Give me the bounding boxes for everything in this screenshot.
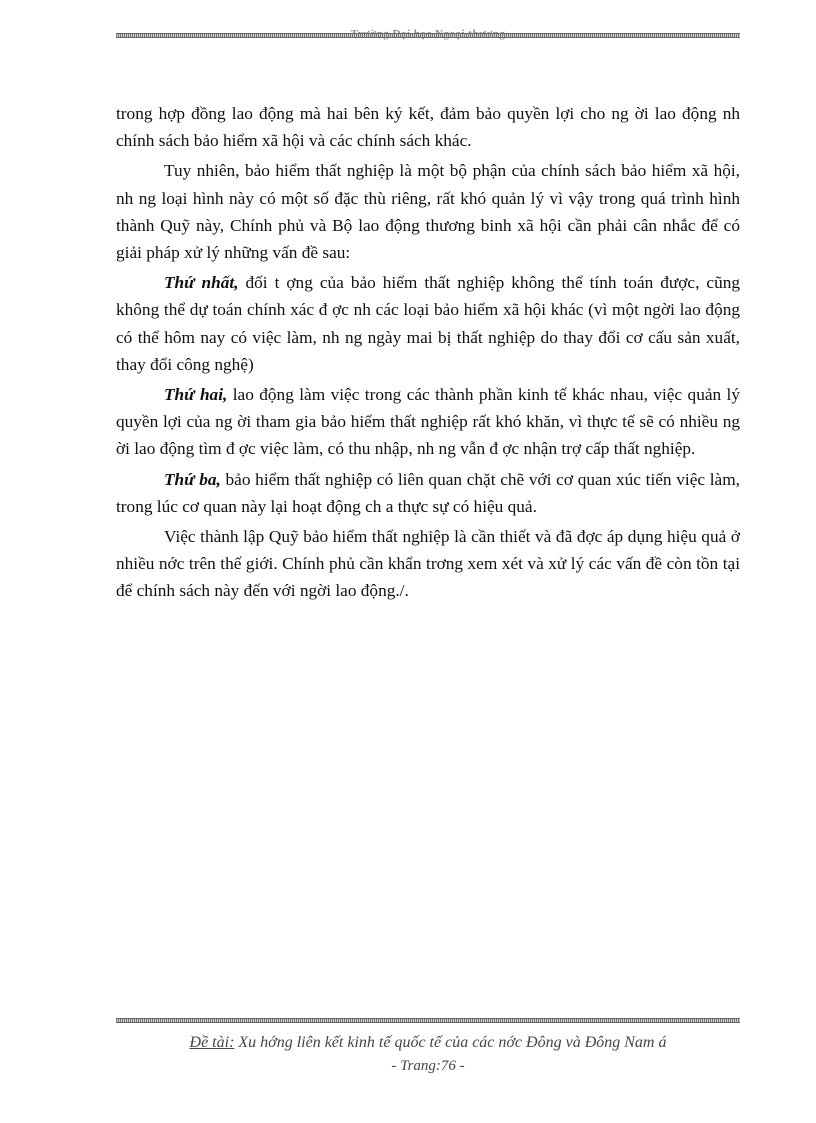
paragraph-3	[116, 269, 740, 378]
paragraph-5	[116, 466, 740, 520]
paragraph-3-lead: Thứ nhất,	[164, 273, 239, 293]
paragraph-5-lead: Thứ ba,	[164, 469, 221, 489]
footer-rule	[116, 1018, 740, 1023]
footer-title	[116, 1034, 740, 1052]
footer-topic: Xu hớng liên kết kinh tế quốc tế của các nớc Đông và Đông Nam á	[234, 1034, 667, 1051]
paragraph-4-text: lao động làm việc trong các thành phần kinh tế khác nhau, việc quản lý quyền lợi của ng ời tham gia bảo hiểm thất nghiệp rất khó khăn, vì thực tế sẽ có nhiều ng ời lao động tìm đ ợc việc làm, có thu nhập, nh ng vẫn đ ợc nhận trợ cấp thất nghiệp.	[116, 385, 741, 459]
paragraph-1: trong hợp đồng lao động mà hai bên ký kết, đảm bảo quyền lợi cho ng ời lao động nh chính sách bảo hiểm xã hội và các chính sách khác.	[116, 104, 740, 151]
header-rule	[116, 33, 740, 38]
paragraph-2: Tuy nhiên, bảo hiểm thất nghiệp là một bộ phận của chính sách bảo hiểm xã hội, nh ng loại hình này có một số đặc thù riêng, rất khó quản lý vì vậy trong quá trình hình thành Quỹ này, Chính phủ và Bộ lao động thương binh xã hội cần phải cân nhắc để có giải pháp xử lý những vấn đề sau:	[116, 161, 740, 263]
page-number: - Trang:76 -	[391, 1058, 465, 1074]
page-header	[116, 28, 740, 44]
document-body	[116, 100, 740, 605]
paragraph-4-lead: Thứ hai,	[164, 385, 228, 405]
paragraph-4	[116, 381, 740, 463]
paragraph-6: Việc thành lập Quỹ bảo hiểm thất nghiệp là cần thiết và đã đợc áp dụng hiệu quả ở nhiều nớc trên thế giới. Chính phủ cần khẩn trơng xem xét và xử lý các vấn đề còn tồn tại để chính sách này đến với ngời lao động./.	[116, 527, 740, 601]
paragraph-3-text: đối t ợng của bảo hiểm thất nghiệp không thể tính toán được, cũng không thể dự toán chính xác đ ợc nh các loại bảo hiểm xã hội khác (vì một ngời lao động có thể hôm nay có việc làm, nh ng ngày mai bị thất nghiệp do thay đổi cơ cấu sản xuất, thay đổi công nghệ)	[116, 273, 740, 374]
footer-label: Đề tài:	[189, 1034, 235, 1051]
paragraph-5-text: bảo hiểm thất nghiệp có liên quan chặt chẽ với cơ quan xúc tiến việc làm, trong lúc cơ quan này lại hoạt động ch a thực sự có hiệu quả.	[116, 469, 740, 516]
